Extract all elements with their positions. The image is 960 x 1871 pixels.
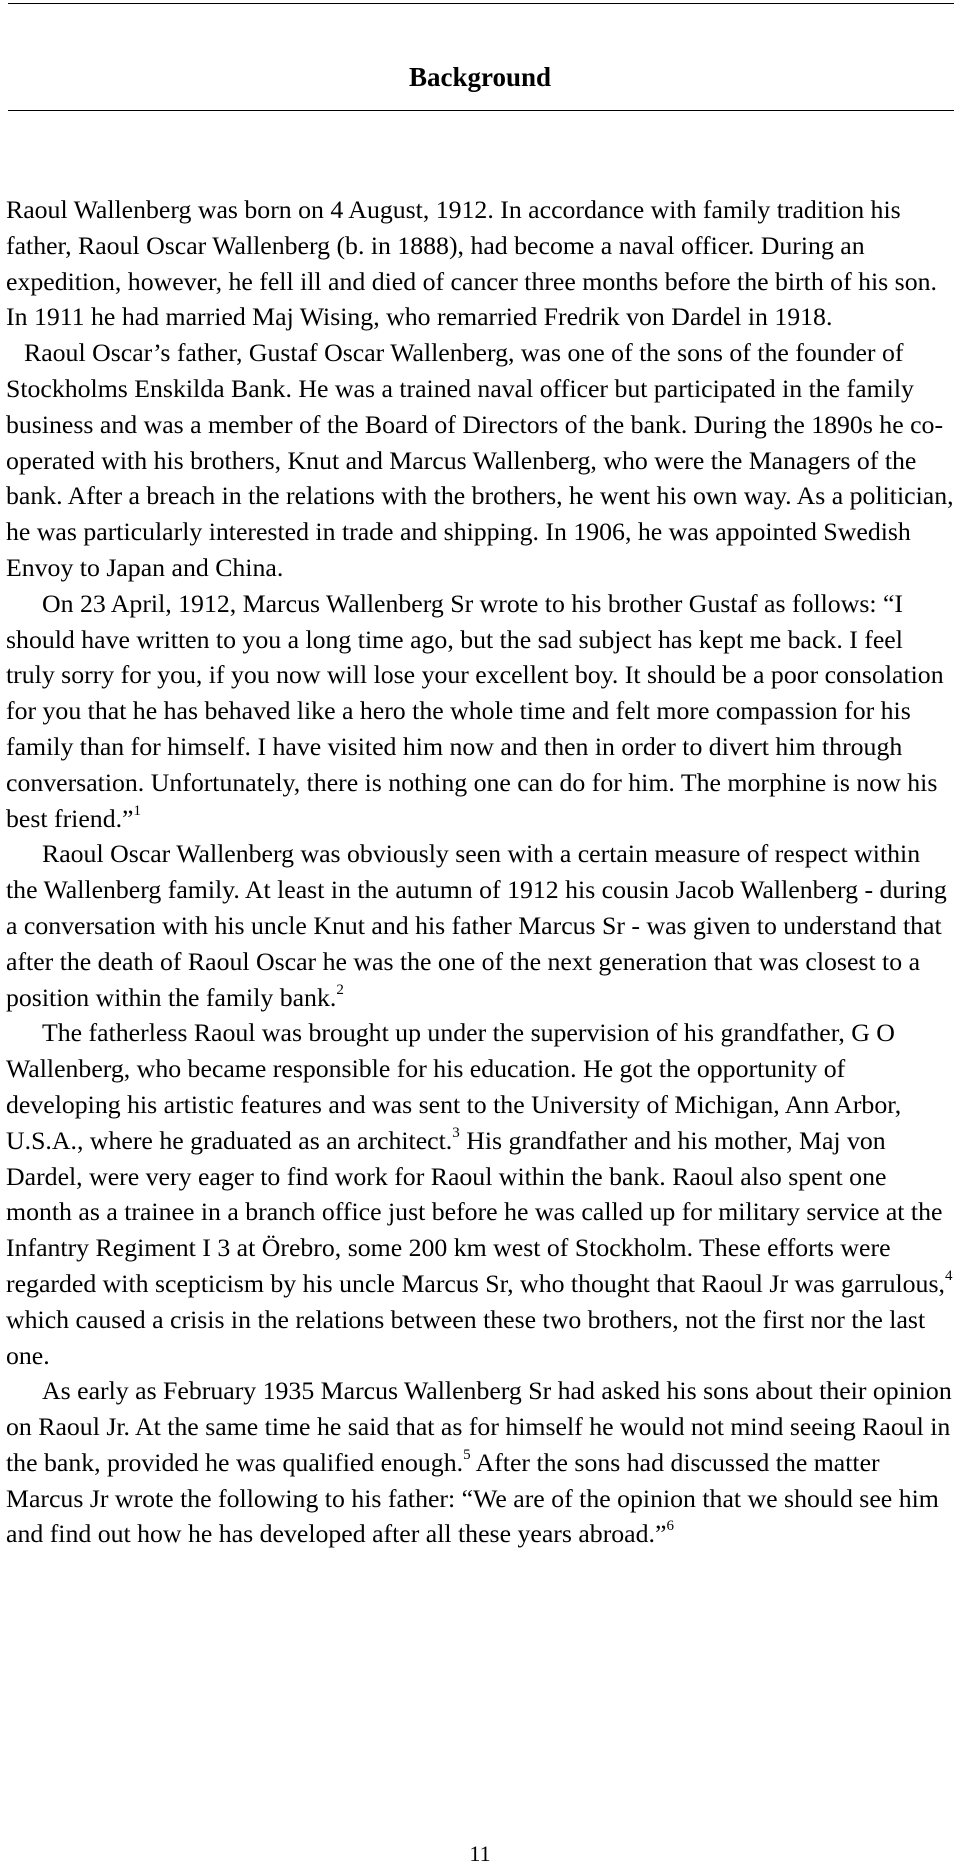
paragraph-1935 xyxy=(6,1373,956,1552)
paragraph-text: Raoul Oscar’s father, Gustaf Oscar Wallenberg, was one of the sons of the founder of Stockholms Enskilda Bank. He was a trained naval officer but participated in the family business and was a member of the Board of Directors of the bank. During the 1890s he co-operated with his brothers, Knut and Marcus Wallenberg, who were the Managers of the bank. After a breach in the relations with the brothers, he went his own way. As a politician, he was particularly interested in trade and shipping. In 1906, he was appointed Swedish Envoy to Japan and China. xyxy=(6,338,954,582)
footnote-marker: 4 xyxy=(944,1267,953,1284)
paragraph-text: Raoul Oscar Wallenberg was obviously seen with a certain measure of respect within the Wallenberg family. At least in the autumn of 1912 his cousin Jacob Wallenberg - during a conversation with his uncle Knut and his father Marcus Sr - was given to understand that after the death of Raoul Oscar he was the one of the next generation that was closest to a position within the family bank. xyxy=(6,839,947,1012)
footnote-marker: 6 xyxy=(666,1518,674,1535)
footnote-marker: 2 xyxy=(336,981,344,998)
page-number: 11 xyxy=(469,1841,491,1866)
paragraph-letter-1912 xyxy=(6,586,956,837)
paragraph-fatherless xyxy=(6,1015,956,1373)
body-text xyxy=(6,192,956,1552)
paragraph-text: As early as February 1935 Marcus Wallenberg Sr had asked his sons about their opinion on Raoul Jr. At the same time he said that as for himself he would not mind seeing Raoul in the bank, provided he was qualified enough. xyxy=(6,1376,952,1477)
paragraph-text: On 23 April, 1912, Marcus Wallenberg Sr wrote to his brother Gustaf as follows: “I should have written to you a long time ago, but the sad subject has kept me back. I feel truly sorry for you, if you now will lose your excellent boy. It should be a poor consolation for you that he has behaved like a hero the whole time and felt more compassion for his family than for himself. I have visited him now and then in order to divert him through conversation. Unfortunately, there is nothing one can do for him. The morphine is now his best friend.” xyxy=(6,588,944,833)
footnote-marker: 1 xyxy=(133,802,141,819)
footnote-marker: 3 xyxy=(452,1124,460,1141)
footnote-marker: 5 xyxy=(463,1446,471,1463)
heading-rule xyxy=(8,110,954,111)
paragraph-gustaf-oscar xyxy=(6,335,956,586)
paragraph-text: After the sons had discussed the matter Marcus Jr wrote the following to his father: “We are of the opinion that we should see him and find out how he has developed after all these years abroad.” xyxy=(6,1447,939,1549)
paragraph-text: which caused a crisis in the relations between these two brothers, not the first nor the last one. xyxy=(6,1304,926,1370)
paragraph-text: His grandfather and his mother, Maj von Dardel, were very eager to find work for Raoul within the bank. Raoul also spent one month as a trainee in a branch office just before he was called up for military service at the Infantry Regiment I 3 at Örebro, some 200 km west of Stockholm. These efforts were regarded with scepticism by his uncle Marcus Sr, who thought that Raoul Jr was garrulous, xyxy=(6,1125,945,1298)
section-heading: Background xyxy=(408,62,552,93)
paragraph-respect xyxy=(6,836,956,1015)
top-rule xyxy=(8,3,954,4)
paragraph-text: The fatherless Raoul was brought up under the supervision of his grandfather, G O Wallenberg, who became responsible for his education. He got the opportunity of developing his artistic features and was sent to the University of Michigan, Ann Arbor, U.S.A., where he graduated as an architect. xyxy=(6,1018,902,1155)
paragraph-text: Raoul Wallenberg was born on 4 August, 1912. In accordance with family tradition his father, Raoul Oscar Wallenberg (b. in 1888), had become a naval officer. During an expedition, however, he fell ill and died of cancer three months before the birth of his son. In 1911 he had married Maj Wising, who remarried Fredrik von Dardel in 1918. xyxy=(6,195,937,332)
paragraph-birth xyxy=(6,192,956,335)
